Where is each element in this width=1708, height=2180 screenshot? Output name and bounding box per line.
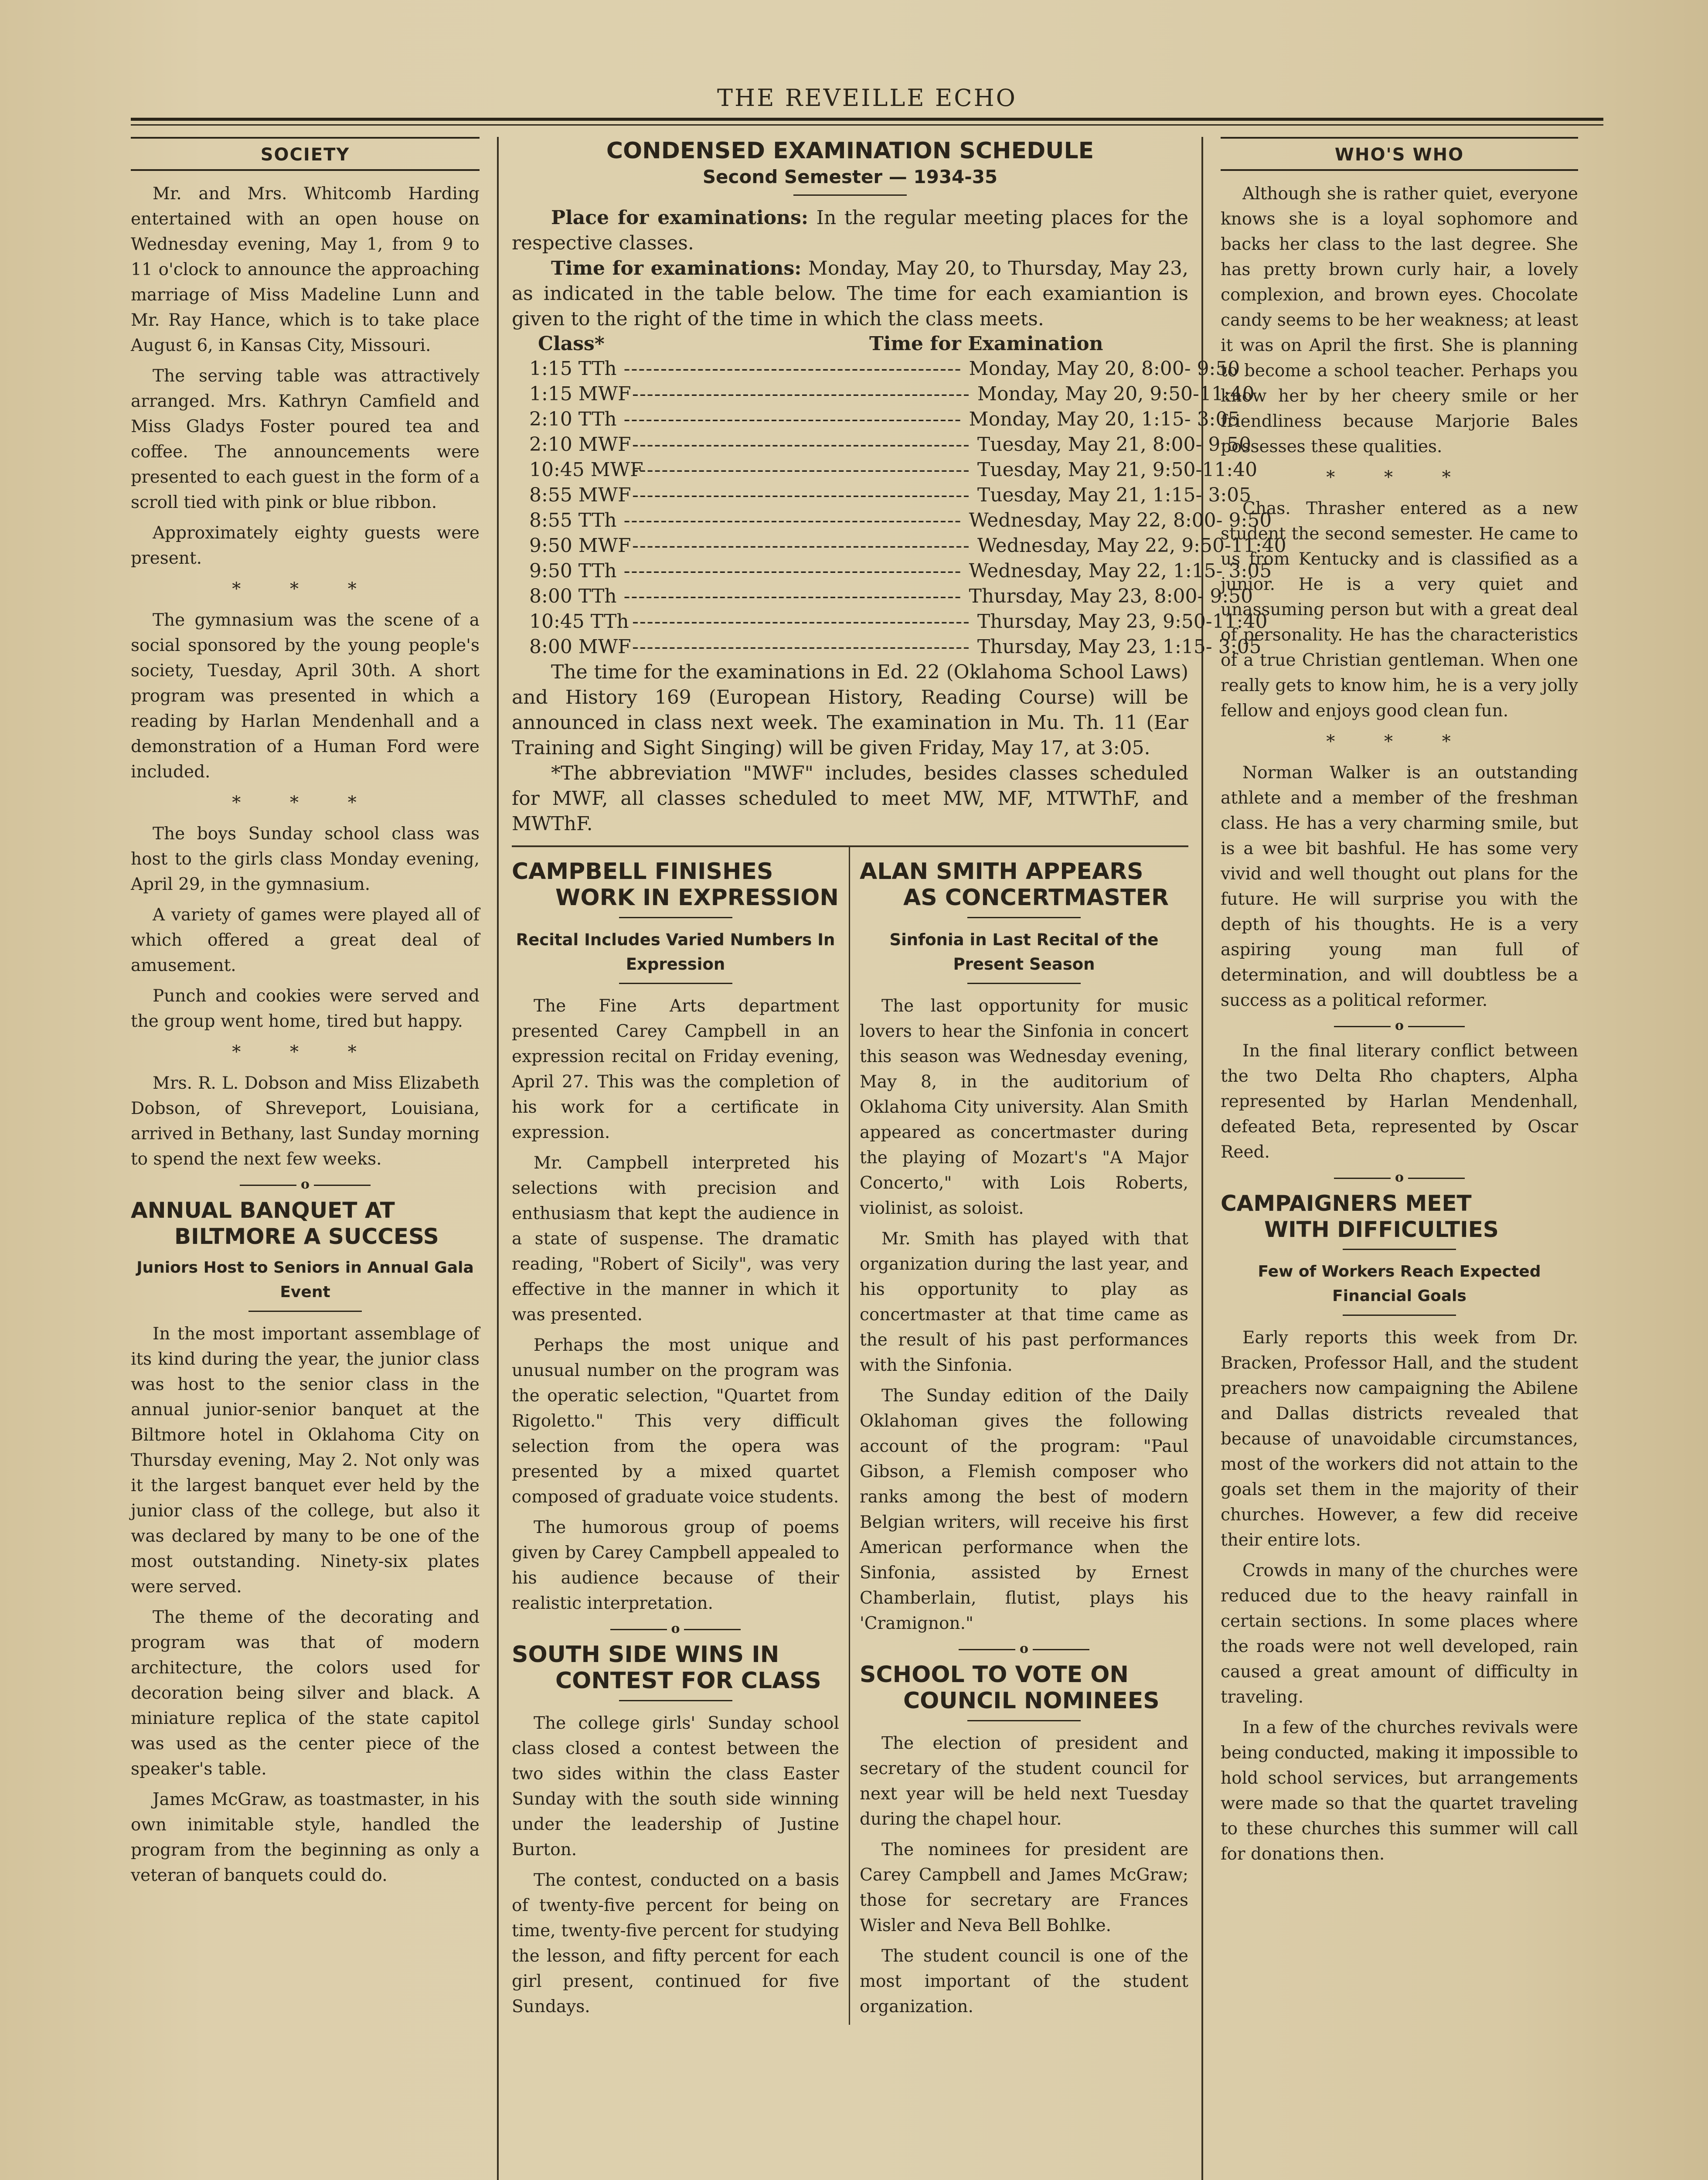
schedule-class: 8:55 TTh (529, 509, 617, 531)
schedule-class: 8:00 MWF (529, 636, 631, 658)
whoswho-article (1221, 181, 1578, 1013)
right-column (1203, 137, 1578, 2180)
place-text: In the regular meeting places for the respective classes. (512, 207, 1188, 254)
society-title: SOCIETY (131, 137, 480, 171)
time-text: Monday, May 20, to Thursday, May 23, as indicated in the table below. The time for each examiantion is given to the right of the time in which the class meets. (512, 257, 1188, 330)
smith-headline: ALAN SMITH APPEARS AS CONCERTMASTER (860, 858, 1169, 911)
campbell-subhead: Recital Includes Varied Numbers In Expression (516, 930, 835, 974)
headline-rule (1343, 1249, 1456, 1250)
middle-subcolumns (512, 845, 1188, 2025)
leader-dots: ---------------------------------------------- (632, 383, 970, 405)
subhead-rule (248, 1311, 362, 1312)
leader-dots: ---------------------------------------------- (632, 610, 970, 633)
schedule-class: 10:45 TTh (529, 610, 629, 633)
society-paragraph: A variety of games were played all of which offered a great deal of amusement. (131, 905, 480, 975)
schedule-row (512, 559, 1272, 584)
council-paragraph: The student council is one of the most important of the student organization. (860, 1946, 1188, 2016)
leader-dots: ---------------------------------------------- (623, 585, 962, 607)
subhead-rule (967, 983, 1081, 984)
schedule-time: Monday, May 20, 8:00- 9:50 (969, 358, 1240, 380)
time-label: Time for examinations: (551, 257, 802, 279)
schedule-row (512, 609, 1268, 634)
whoswho-paragraph: Norman Walker is an outstanding athlete and a member of the freshman class. He has a very charming smile, but is a wee bit bashful. He has some very vivid and well thought out plans for the future. He will surprise you with the depth of his thoughts. He is a very aspiring young man full of determination, and will doubtless be a success as a political reformer. (1221, 763, 1578, 1010)
schedule-class: 2:10 MWF (529, 433, 631, 456)
place-label: Place for examinations: (551, 207, 809, 229)
schedule-class: 1:15 TTh (529, 358, 617, 380)
council-article (860, 1731, 1188, 2020)
headline-rule (619, 1700, 732, 1701)
schedule-class: 8:55 MWF (529, 484, 631, 506)
middle-right-subcolumn (850, 847, 1188, 2025)
campbell-article (512, 994, 839, 1616)
schedule-time: Monday, May 20, 9:50-11:40 (977, 383, 1255, 405)
whoswho-paragraph: Chas. Thrasher entered as a new student the second semester. He came to us from Kentucky and is classified as a junior. He is a very quiet and unassuming person but with a great deal of personality. He has the characteristics of a true Christian gentleman. When one really gets to know him, he is a very jolly fellow and enjoys good clean fun. (1221, 499, 1578, 721)
banquet-paragraph: In the most important assemblage of its kind during the year, the junior class was host to the senior class in the annual junior-senior banquet at the Biltmore hotel in Oklahoma City on Thursday evening, May 2. Not only was it the largest banquet ever held by the junior class of the college, but also it was declared by many to be one of the most outstanding. Ninety-six plates were served. (131, 1324, 480, 1597)
leader-dots: ---------------------------------------------- (623, 560, 962, 582)
schedule-row (512, 407, 1240, 432)
time-column-header: Time for Examination (869, 333, 1103, 355)
campaigners-paragraph: Crowds in many of the churches were reduced due to the heavy rainfall in certain sections. In some places where the roads were not well developed, rain caused a great amount of difficulty in traveling. (1221, 1561, 1578, 1707)
schedule-time: Tuesday, May 21, 9:50-11:40 (977, 459, 1258, 481)
article-separator: o (1221, 1171, 1578, 1184)
society-paragraph: The serving table was attractively arranged. Mrs. Kathryn Camfield and Miss Gladys Foster poured tea and coffee. The announcements were presented to each guest in the form of a scroll tied with pink or blue ribbon. (131, 366, 480, 512)
headline-rule (967, 917, 1081, 918)
society-paragraph: Approximately eighty guests were present. (131, 523, 480, 568)
star-separator: * * * (232, 579, 378, 599)
schedule-row (512, 356, 1240, 382)
whoswho-paragraph: Although she is rather quiet, everyone knows she is a loyal sophomore and backs her class to the last degree. She has pretty brown curly hair, a lovely complexion, and brown eyes. Chocolate candy seems to be her weakness; at least it was on April the first. She is planning to become a school teacher. Perhaps you know her by her cheery smile or her friendliness because Marjorie Bales possesses these qualities. (1221, 184, 1578, 456)
society-paragraph: The gymnasium was the scene of a social sponsored by the young people's society, Tuesday, April 30th. A short program was presented in which a reading by Harlan Mendenhall and a demonstration of a Human Ford were included. (131, 610, 480, 782)
society-paragraph: Mrs. R. L. Dobson and Miss Elizabeth Dobson, of Shreveport, Louisiana, arrived in Bethany, last Sunday morning to spend the next few weeks. (131, 1073, 480, 1169)
leader-dots: ---------------------------------------------- (623, 509, 962, 531)
left-column (131, 137, 497, 2180)
exam-schedule-title: CONDENSED EXAMINATION SCHEDULE (606, 138, 1094, 164)
schedule-time: Monday, May 20, 1:15- 3:05 (969, 408, 1240, 430)
schedule-time: Thursday, May 23, 8:00- 9:50 (969, 585, 1253, 607)
campaigners-paragraph: In a few of the churches revivals were being conducted, making it impossible to hold school services, but arrangements were made so that the quartet traveling to these churches this summer will call for donations then. (1221, 1718, 1578, 1864)
schedule-time: Tuesday, May 21, 8:00- 9:50 (977, 433, 1252, 456)
schedule-row (512, 382, 1255, 407)
whoswho-title: WHO'S WHO (1221, 137, 1578, 171)
subhead-rule (619, 983, 732, 984)
subhead-rule (1343, 1315, 1456, 1316)
schedule-class: 9:50 TTh (529, 560, 617, 582)
schedule-class: 8:00 TTh (529, 585, 617, 607)
campaigners-article (1221, 1325, 1578, 1867)
article-separator: o (860, 1642, 1188, 1655)
star-separator: * * * (1326, 732, 1473, 752)
star-separator: * * * (232, 1042, 378, 1062)
banquet-paragraph: The theme of the decorating and program was that of modern architecture, the colors used for decoration being silver and black. A miniature replica of the state capitol was used as the center piece of the speaker's table. (131, 1608, 480, 1779)
article-separator: o (512, 1622, 839, 1635)
schedule-class: 1:15 MWF (529, 383, 631, 405)
campbell-paragraph: The humorous group of poems given by Carey Campbell appealed to his audience because of their realistic interpretation. (512, 1518, 839, 1613)
smith-paragraph: The last opportunity for music lovers to hear the Sinfonia in concert this season was Wednesday evening, May 8, in the auditorium of Oklahoma City university. Alan Smith appeared as concertmaster during the playing of Mozart's "A Major Concerto," with Lois Roberts, violinist, as soloist. (860, 996, 1188, 1218)
middle-left-subcolumn (512, 847, 850, 2025)
schedule-time: Thursday, May 23, 9:50-11:40 (977, 610, 1268, 633)
banquet-paragraph: James McGraw, as toastmaster, in his own inimitable style, handled the program from the beginning as only a veteran of banquets could do. (131, 1790, 480, 1885)
campaigners-headline: CAMPAIGNERS MEET WITH DIFFICULTIES (1221, 1191, 1499, 1242)
leader-dots: ---------------------------------------------- (632, 459, 970, 481)
schedule-class: 10:45 MWF (529, 459, 643, 481)
class-column-header: Class* (538, 333, 605, 355)
southside-article (512, 1711, 839, 2020)
banquet-headline: ANNUAL BANQUET AT BILTMORE A SUCCESS (131, 1198, 439, 1249)
masthead-rule (131, 118, 1603, 126)
schedule-class: 9:50 MWF (529, 535, 631, 557)
headline-rule (619, 917, 732, 918)
campbell-paragraph: The Fine Arts department presented Carey Campbell in an expression recital on Friday evening, April 27. This was the completion of his work for a certificate in expression. (512, 996, 839, 1142)
council-paragraph: The nominees for president are Carey Campbell and James McGraw; those for secretary are Frances Wisler and Neva Bell Bohlke. (860, 1840, 1188, 1935)
council-headline: SCHOOL TO VOTE ON COUNCIL NOMINEES (860, 1662, 1160, 1714)
literary-article (1221, 1039, 1578, 1165)
schedule-time: Wednesday, May 22, 9:50-11:40 (977, 535, 1286, 557)
article-separator: o (1221, 1019, 1578, 1032)
middle-column (497, 137, 1286, 2180)
leader-dots: ---------------------------------------------- (632, 433, 970, 456)
society-article (131, 181, 480, 1172)
masthead: THE REVEILLE ECHO (717, 84, 1017, 112)
campaigners-paragraph: Early reports this week from Dr. Bracken, Professor Hall, and the student preachers now campaigning the Abilene and Dallas districts revealed that because of unavoidable circumstances, most of the workers did not attain to the goals set them in the majority of their churches. However, a few did receive their entire lots. (1221, 1328, 1578, 1550)
exam-note: The time for the examinations in Ed. 22 (Oklahoma School Laws) and History 169 (European History, Reading Course) will be announced in class next week. The examination in Mu. Th. 11 (Ear Training and Sight Singing) will be given Friday, May 17, at 3:05. (512, 661, 1188, 759)
society-paragraph: The boys Sunday school class was host to the girls class Monday evening, April 29, in the gymnasium. (131, 824, 480, 894)
schedule-row (512, 533, 1286, 559)
star-separator: * * * (1326, 467, 1473, 487)
smith-paragraph: Mr. Smith has played with that organization during the last year, and his opportunity to play as concertmaster at that time came as the result of his past performances with the Sinfonia. (860, 1229, 1188, 1375)
leader-dots: ---------------------------------------------- (623, 358, 962, 380)
banquet-subhead: Juniors Host to Seniors in Annual Gala Event (136, 1259, 474, 1301)
council-paragraph: The election of president and secretary of the student council for next year will be held next Tuesday during the chapel hour. (860, 1734, 1188, 1829)
society-paragraph: Punch and cookies were served and the group went home, tired but happy. (131, 986, 480, 1031)
campbell-paragraph: Mr. Campbell interpreted his selections with precision and enthusiasm that kept the audience in a state of suspense. The dramatic reading, "Robert of Sicily", was very effective in the manner in which it was presented. (512, 1153, 839, 1325)
schedule-time: Tuesday, May 21, 1:15- 3:05 (977, 484, 1252, 506)
campaigners-subhead: Few of Workers Reach Expected Financial Goals (1258, 1263, 1541, 1305)
campbell-headline: CAMPBELL FINISHES WORK IN EXPRESSION (512, 858, 839, 911)
subhead-rule (793, 194, 907, 196)
article-separator: o (131, 1178, 480, 1191)
schedule-row (512, 634, 1262, 660)
exam-notes (512, 660, 1188, 837)
schedule-time: Thursday, May 23, 1:15- 3:05 (977, 636, 1262, 658)
literary-paragraph: In the final literary conflict between the two Delta Rho chapters, Alpha represented by Harlan Mendenhall, defeated Beta, represented by Oscar Reed. (1221, 1041, 1578, 1162)
schedule-time: Wednesday, May 22, 1:15- 3:05 (969, 560, 1272, 582)
star-separator: * * * (232, 793, 378, 813)
leader-dots: ---------------------------------------------- (632, 535, 970, 557)
southside-headline: SOUTH SIDE WINS IN CONTEST FOR CLASS (512, 1642, 821, 1694)
schedule-row (512, 508, 1272, 533)
southside-paragraph: The contest, conducted on a basis of twenty-five percent for being on time, twenty-five percent for studying the lesson, and fifty percent for each girl present, continued for five Sundays. (512, 1870, 839, 2016)
headline-rule (967, 1720, 1081, 1721)
smith-article (860, 994, 1188, 1636)
schedule-table (512, 356, 1286, 660)
society-paragraph: Mr. and Mrs. Whitcomb Harding entertained with an open house on Wednesday evening, May 1, from 9 to 11 o'clock to announce the approaching marriage of Miss Madeline Lunn and Mr. Ray Hance, which is to take place August 6, in Kansas City, Missouri. (131, 184, 480, 355)
leader-dots: ---------------------------------------------- (632, 484, 970, 506)
banquet-article (131, 1322, 480, 1888)
leader-dots: ---------------------------------------------- (632, 636, 970, 658)
schedule-time: Wednesday, May 22, 8:00- 9:50 (969, 509, 1272, 531)
campbell-paragraph: Perhaps the most unique and unusual number on the program was the operatic selection, "Quartet from Rigoletto." This very difficult selection from the opera was presented by a mixed quartet composed of graduate voice students. (512, 1335, 839, 1507)
schedule-row (512, 483, 1252, 508)
schedule-class: 2:10 TTh (529, 408, 617, 430)
exam-intro (512, 205, 1188, 332)
schedule-row (512, 584, 1253, 609)
schedule-table-header (512, 332, 1188, 356)
leader-dots: ---------------------------------------------- (623, 408, 962, 430)
smith-subhead: Sinfonia in Last Recital of the Present Season (889, 930, 1159, 974)
schedule-row (512, 457, 1258, 483)
exam-schedule-subtitle: Second Semester — 1934-35 (702, 166, 998, 187)
southside-paragraph: The college girls' Sunday school class closed a contest between the two sides within the class Easter Sunday with the south side winning under the leadership of Justine Burton. (512, 1713, 839, 1860)
smith-paragraph: The Sunday edition of the Daily Oklahoman gives the following account of the program: "Paul Gibson, a Flemish composer who ranks among the best of modern Belgian writers, will receive his first American performance when the Sinfonia, assisted by Ernest Chamberlain, flutist, plays his 'Cramignon." (860, 1386, 1188, 1633)
columns (131, 137, 1603, 2180)
exam-note: *The abbreviation "MWF" includes, besides classes scheduled for MWF, all classes scheduled to meet MW, MF, MTWThF, and MWThF. (512, 762, 1188, 835)
schedule-row (512, 432, 1252, 457)
